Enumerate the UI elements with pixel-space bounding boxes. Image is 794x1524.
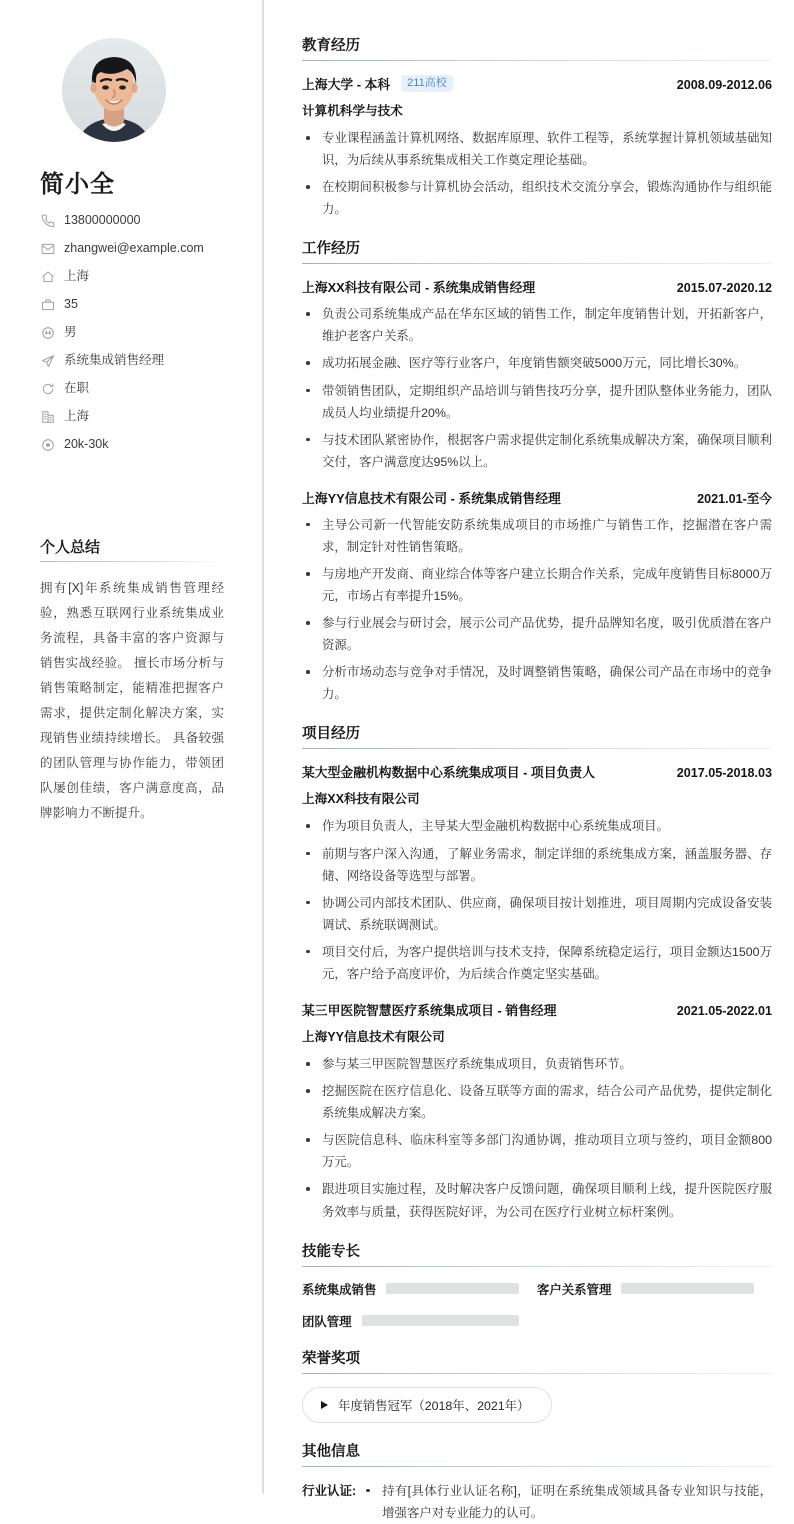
summary-section <box>38 536 236 826</box>
entry-header <box>302 277 772 296</box>
work-date: 2015.07-2020.12 <box>676 281 772 296</box>
contact-value-gender: 男 <box>64 325 77 339</box>
education-school: 上海大学 - 本科 <box>302 77 391 92</box>
list-item: 与技术团队紧密协作，根据客户需求提供定制化系统集成解决方案，确保项目顺利交付，客户满意度达95%以上。 <box>302 429 772 473</box>
skill-progress-track <box>621 1283 754 1294</box>
main-content <box>264 0 794 1520</box>
section-divider <box>302 1466 772 1467</box>
status-badge: 211高校 <box>401 75 453 91</box>
list-item: 挖掘医院在医疗信息化、设备互联等方面的需求，结合公司产品优势，提供定制化系统集成解决方案。 <box>302 1080 772 1124</box>
work-entry <box>302 277 772 473</box>
other-info-row <box>302 1480 772 1524</box>
paper-plane-icon <box>40 353 55 368</box>
list-item: 协调公司内部技术团队、供应商，确保项目按计划推进，项目周期内完成设备安装调试、系统联调测试。 <box>302 892 772 936</box>
list-item: 参与某三甲医院智慧医疗系统集成项目，负责销售环节。 <box>302 1053 772 1075</box>
section-education <box>302 34 772 220</box>
work-date: 2021.01-至今 <box>697 491 772 506</box>
project-entry <box>302 762 772 985</box>
contact-item-status <box>40 381 236 396</box>
skill-item <box>302 1312 537 1330</box>
gender-icon <box>40 325 55 340</box>
bullet-list <box>302 815 772 985</box>
section-title-other-info: 其他信息 <box>302 1443 360 1460</box>
entry-header <box>302 488 772 507</box>
refresh-icon <box>40 381 55 396</box>
honor-label: 年度销售冠军（2018年、2021年） <box>338 1398 530 1413</box>
contact-list <box>38 213 236 452</box>
avatar <box>62 38 166 142</box>
bullet-list <box>362 1480 772 1524</box>
summary-heading: 个人总结 <box>40 539 101 556</box>
project-company: 上海YY信息技术有限公司 <box>302 1030 445 1045</box>
bullet-list <box>302 127 772 220</box>
list-item: 与房地产开发商、商业综合体等客户建立长期合作关系，完成年度销售目标8000万元，市场占有率提升15%。 <box>302 563 772 607</box>
summary-text: 拥有[X]年系统集成销售管理经验，熟悉互联网行业系统集成业务流程，具备丰富的客户资源与销售实战经验。 擅长市场分析与销售策略制定，能精准把握客户需求，提供定制化解决方案，实现销售业绩持续增长。 具备较强的团队管理与协作能力，带领团队屡创佳绩，客户满意度高，品牌影响力不断提升。 <box>40 581 224 820</box>
skills-grid <box>302 1280 772 1330</box>
list-item: 项目交付后，为客户提供培训与技术支持，保障系统稳定运行，项目金额达1500万元，客户给予高度评价，为后续合作奠定坚实基础。 <box>302 941 772 985</box>
skill-label: 客户关系管理 <box>537 1282 612 1297</box>
building-icon <box>40 409 55 424</box>
section-title-skills: 技能专长 <box>302 1243 360 1260</box>
education-entry <box>302 74 772 220</box>
entry-header <box>302 74 772 93</box>
contact-value-salary: 20k-30k <box>64 437 109 451</box>
email-icon <box>40 241 55 256</box>
contact-item-position <box>40 353 236 368</box>
list-item: 成功拓展金融、医疗等行业客户，年度销售额突破5000万元，同比增长30%。 <box>302 352 772 374</box>
work-company-role: 上海YY信息技术有限公司 - 系统集成销售经理 <box>302 490 561 506</box>
phone-icon <box>40 213 55 228</box>
bullet-list <box>302 1053 772 1223</box>
person-name: 简小全 <box>40 171 115 198</box>
salary-icon <box>40 437 55 452</box>
contact-item-gender <box>40 325 236 340</box>
project-entry <box>302 1000 772 1223</box>
list-item: 负责公司系统集成产品在华东区域的销售工作，制定年度销售计划，开拓新客户，维护老客户关系。 <box>302 303 772 347</box>
contact-item-email <box>40 241 236 256</box>
section-divider <box>302 60 772 61</box>
project-company: 上海XX科技有限公司 <box>302 792 420 807</box>
contact-item-salary <box>40 437 236 452</box>
sidebar <box>0 0 264 1494</box>
section-title-projects: 项目经历 <box>302 726 360 743</box>
project-date: 2021.05-2022.01 <box>676 1004 772 1019</box>
entry-header <box>302 762 772 781</box>
section-skills <box>302 1240 772 1330</box>
home-icon <box>40 269 55 284</box>
list-item: 参与行业展会与研讨会，展示公司产品优势，提升品牌知名度，吸引优质潜在客户资源。 <box>302 612 772 656</box>
summary-divider <box>40 561 222 562</box>
bullet-list <box>302 303 772 473</box>
work-entry <box>302 488 772 706</box>
bullet-list <box>302 514 772 706</box>
project-name-role: 某大型金融机构数据中心系统集成项目 - 项目负责人 <box>302 765 595 781</box>
list-item: 在校期间积极参与计算机协会活动，组织技术交流分享会，锻炼沟通协作与组织能力。 <box>302 176 772 220</box>
honor-chip[interactable] <box>302 1387 552 1423</box>
other-info-body <box>362 1480 772 1524</box>
list-item: 跟进项目实施过程，及时解决客户反馈问题，确保项目顺利上线，提升医院医疗服务效率与质量，获得医院好评，为公司在医疗行业树立标杆案例。 <box>302 1178 772 1222</box>
section-projects <box>302 722 772 1222</box>
play-caret-icon <box>321 1401 328 1409</box>
contact-value-age: 35 <box>64 297 78 311</box>
list-item: 分析市场动态与竞争对手情况，及时调整销售策略，确保公司产品在市场中的竞争力。 <box>302 661 772 705</box>
contact-value-position: 系统集成销售经理 <box>64 353 165 367</box>
skill-item <box>537 1280 772 1298</box>
contact-item-location <box>40 269 236 284</box>
section-divider <box>302 748 772 749</box>
honor-list <box>302 1387 772 1423</box>
education-date: 2008.09-2012.06 <box>676 78 772 92</box>
briefcase-icon <box>40 297 55 312</box>
section-title-work: 工作经历 <box>302 241 360 258</box>
section-work <box>302 237 772 705</box>
list-item: 带领销售团队，定期组织产品培训与销售技巧分享，提升团队整体业务能力，团队成员人均业绩提升20%。 <box>302 380 772 424</box>
contact-value-email: zhangwei@example.com <box>64 241 204 255</box>
skill-progress-track <box>386 1283 519 1294</box>
section-other-info <box>302 1440 772 1524</box>
section-honors <box>302 1347 772 1423</box>
skill-item <box>302 1280 537 1298</box>
section-divider <box>302 263 772 264</box>
project-date: 2017.05-2018.03 <box>676 766 772 781</box>
contact-item-phone <box>40 213 236 228</box>
contact-value-city: 上海 <box>64 409 90 423</box>
list-item: 专业课程涵盖计算机网络、数据库原理、软件工程等，系统掌握计算机领域基础知识，为后续从事系统集成相关工作奠定理论基础。 <box>302 127 772 171</box>
contact-item-age <box>40 297 236 312</box>
education-major: 计算机科学与技术 <box>302 104 403 118</box>
list-item: 作为项目负责人，主导某大型金融机构数据中心系统集成项目。 <box>302 815 772 837</box>
entry-header-left <box>302 74 453 93</box>
list-item: 与医院信息科、临床科室等多部门沟通协调，推动项目立项与签约，项目金额800万元。 <box>302 1129 772 1173</box>
list-item: 持有[具体行业认证名称]，证明在系统集成领域具备专业知识与技能，增强客户对专业能力的认可。 <box>362 1480 772 1524</box>
list-item: 前期与客户深入沟通，了解业务需求，制定详细的系统集成方案，涵盖服务器、存储、网络设备等选型与部署。 <box>302 843 772 887</box>
skill-label: 系统集成销售 <box>302 1282 377 1297</box>
avatar-photo-icon <box>62 38 166 142</box>
section-title-honors: 荣誉奖项 <box>302 1350 360 1367</box>
other-info-label: 行业认证: <box>302 1483 357 1498</box>
list-item: 主导公司新一代智能安防系统集成项目的市场推广与销售工作，挖掘潜在客户需求，制定针对性销售策略。 <box>302 514 772 558</box>
contact-value-status: 在职 <box>64 381 90 395</box>
work-company-role: 上海XX科技有限公司 - 系统集成销售经理 <box>302 280 536 296</box>
section-divider <box>302 1373 772 1374</box>
contact-value-location: 上海 <box>64 269 90 283</box>
project-name-role: 某三甲医院智慧医疗系统集成项目 - 销售经理 <box>302 1003 557 1019</box>
skill-label: 团队管理 <box>302 1314 352 1329</box>
section-divider <box>302 1266 772 1267</box>
contact-item-city <box>40 409 236 424</box>
contact-value-phone: 13800000000 <box>64 213 141 227</box>
section-title-education: 教育经历 <box>302 38 360 54</box>
entry-header <box>302 1000 772 1019</box>
skill-progress-track <box>362 1315 519 1326</box>
